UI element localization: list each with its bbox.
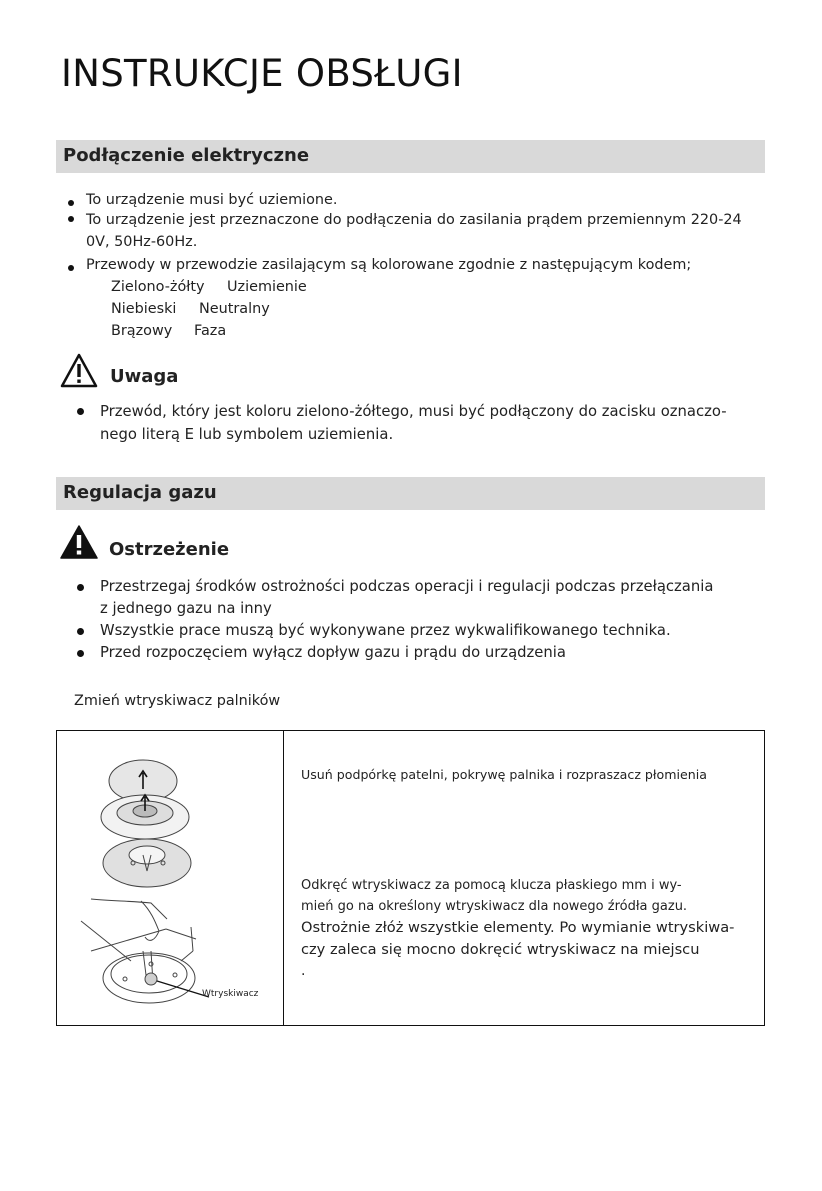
bullet-dot: [77, 650, 84, 657]
step-text: .: [301, 963, 306, 979]
bullet-dot: [68, 216, 74, 222]
caution-title: Uwaga: [110, 366, 179, 387]
warning-text: z jednego gazu na inny: [100, 600, 272, 617]
instruction-table: [56, 730, 765, 1026]
bullet-text: 0V, 50Hz-60Hz.: [86, 234, 198, 250]
warning-text: Wszystkie prace muszą być wykonywane przez wykwalifikowanego technika.: [100, 622, 671, 639]
burner-diagram-illustration: [71, 751, 271, 1016]
bullet-dot: [77, 584, 84, 591]
section-header-gas: [56, 477, 765, 510]
warning-triangle-icon: [60, 525, 98, 559]
section-header-electrical: [56, 140, 765, 173]
color-code-row: [111, 298, 270, 320]
color-name: Zielono-żółty: [111, 279, 205, 295]
color-code-row: [111, 276, 307, 298]
color-code-row: [111, 320, 227, 342]
table-divider: [283, 731, 284, 1025]
color-name: Brązowy: [111, 323, 173, 339]
bullet-dot: [68, 200, 74, 206]
step-text: Odkręć wtryskiwacz za pomocą klucza płaskiego mm i wy-: [301, 878, 682, 893]
step-text: mień go na określony wtryskiwacz dla nowego źródła gazu.: [301, 899, 688, 914]
section-title: Regulacja gazu: [63, 482, 217, 503]
color-name: Niebieski: [111, 301, 177, 317]
color-meaning: Neutralny: [199, 301, 270, 317]
step-text: czy zaleca się mocno dokręcić wtryskiwacz na miejscu: [301, 941, 700, 958]
page-title: INSTRUKCJE OBSŁUGI: [61, 52, 463, 95]
sub-heading: Zmień wtryskiwacz palników: [74, 693, 281, 709]
warning-text: Przestrzegaj środków ostrożności podczas operacji i regulacji podczas przełączania: [100, 578, 714, 595]
bullet-dot: [77, 408, 84, 415]
caution-text: Przewód, który jest koloru zielono-żółtego, musi być podłączony do zacisku oznaczo-: [100, 403, 727, 420]
step-text: Ostrożnie złóż wszystkie elementy. Po wymianie wtryskiwa-: [301, 919, 735, 936]
bullet-text: Przewody w przewodzie zasilającym są kolorowane zgodnie z następującym kodem;: [86, 257, 692, 273]
bullet-dot: [68, 265, 74, 271]
color-meaning: Faza: [194, 323, 227, 339]
bullet-text: To urządzenie jest przeznaczone do podłączenia do zasilania prądem przemiennym 220-24: [86, 212, 742, 228]
step-text: Usuń podpórkę patelni, pokrywę palnika i rozpraszacz płomienia: [301, 767, 707, 782]
warning-text: Przed rozpoczęciem wyłącz dopływ gazu i prądu do urządzenia: [100, 644, 566, 661]
section-title: Podłączenie elektryczne: [63, 145, 310, 166]
bullet-text: To urządzenie musi być uziemione.: [86, 192, 338, 208]
color-meaning: Uziemienie: [227, 279, 307, 295]
caution-triangle-icon: [60, 353, 98, 388]
warning-title: Ostrzeżenie: [109, 539, 230, 560]
caution-text: nego literą E lub symbolem uziemienia.: [100, 426, 394, 443]
bullet-dot: [77, 628, 84, 635]
figure-label: Wtryskiwacz: [202, 989, 259, 999]
